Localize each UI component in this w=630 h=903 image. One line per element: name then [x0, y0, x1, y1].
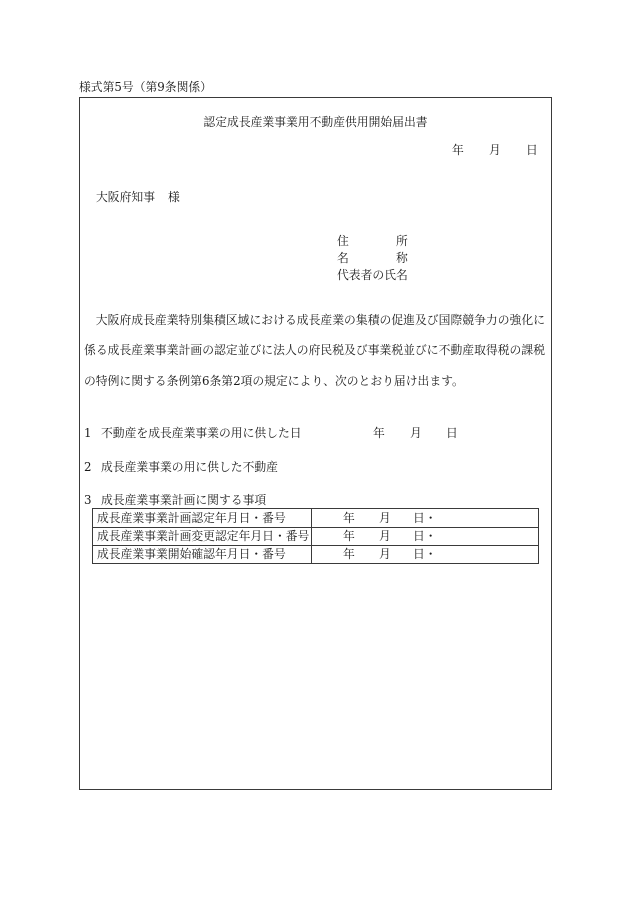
table-row-day-number: 日・ — [413, 547, 437, 561]
body-line-3: の特例に関する条例第6条第2項の規定により、次のとおり届け出ます。 — [84, 374, 464, 388]
applicant-address-label-2: 所 — [396, 234, 408, 248]
table-row-year: 年 — [343, 547, 355, 561]
table-row-month: 月 — [379, 529, 391, 543]
form-title: 認定成長産業事業用不動産供用開始届出書 — [203, 115, 428, 129]
table-row — [93, 527, 538, 545]
applicant-name-label-1: 名 — [337, 251, 349, 265]
applicant-representative-label: 代表者の氏名 — [337, 268, 408, 282]
item-date-month: 月 — [410, 426, 422, 440]
table-row-year: 年 — [343, 529, 355, 543]
date-year-label: 年 — [452, 143, 464, 157]
date-day-label: 日 — [526, 143, 538, 157]
table-row-month: 月 — [379, 511, 391, 525]
table-row — [93, 509, 538, 527]
table-row-label: 成長産業事業計画変更認定年月日・番号 — [93, 528, 312, 545]
body-line-1: 大阪府成長産業特別集積区域における成長産業の集積の促進及び国際競争力の強化に — [95, 313, 545, 327]
form-number: 様式第5号（第9条関係） — [79, 80, 212, 94]
table-row-label: 成長産業事業開始確認年月日・番号 — [93, 546, 312, 563]
body-line-2: 係る成長産業事業計画の認定並びに法人の府民税及び事業税並びに不動産取得税の課税 — [84, 343, 545, 357]
table-row-day-number: 日・ — [413, 511, 437, 525]
item-label: 成長産業事業の用に供した不動産 — [101, 460, 278, 474]
plan-table — [92, 508, 539, 564]
table-row-year: 年 — [343, 511, 355, 525]
addressee-name: 大阪府知事 — [96, 190, 155, 204]
date-month-label: 月 — [489, 143, 501, 157]
applicant-name-label-2: 称 — [396, 251, 408, 265]
table-row-label: 成長産業事業計画認定年月日・番号 — [93, 509, 312, 527]
table-row-month: 月 — [379, 547, 391, 561]
item-label: 不動産を成長産業事業の用に供した日 — [101, 426, 302, 440]
item-number: 2 — [84, 460, 92, 474]
table-row-day-number: 日・ — [413, 529, 437, 543]
item-label: 成長産業事業計画に関する事項 — [101, 493, 267, 507]
applicant-address-label-1: 住 — [337, 234, 349, 248]
table-row — [93, 545, 538, 563]
item-date-day: 日 — [446, 426, 458, 440]
item-date-year: 年 — [373, 426, 385, 440]
addressee-honorific: 様 — [168, 190, 180, 204]
item-number: 3 — [84, 493, 92, 507]
item-number: 1 — [84, 426, 92, 440]
